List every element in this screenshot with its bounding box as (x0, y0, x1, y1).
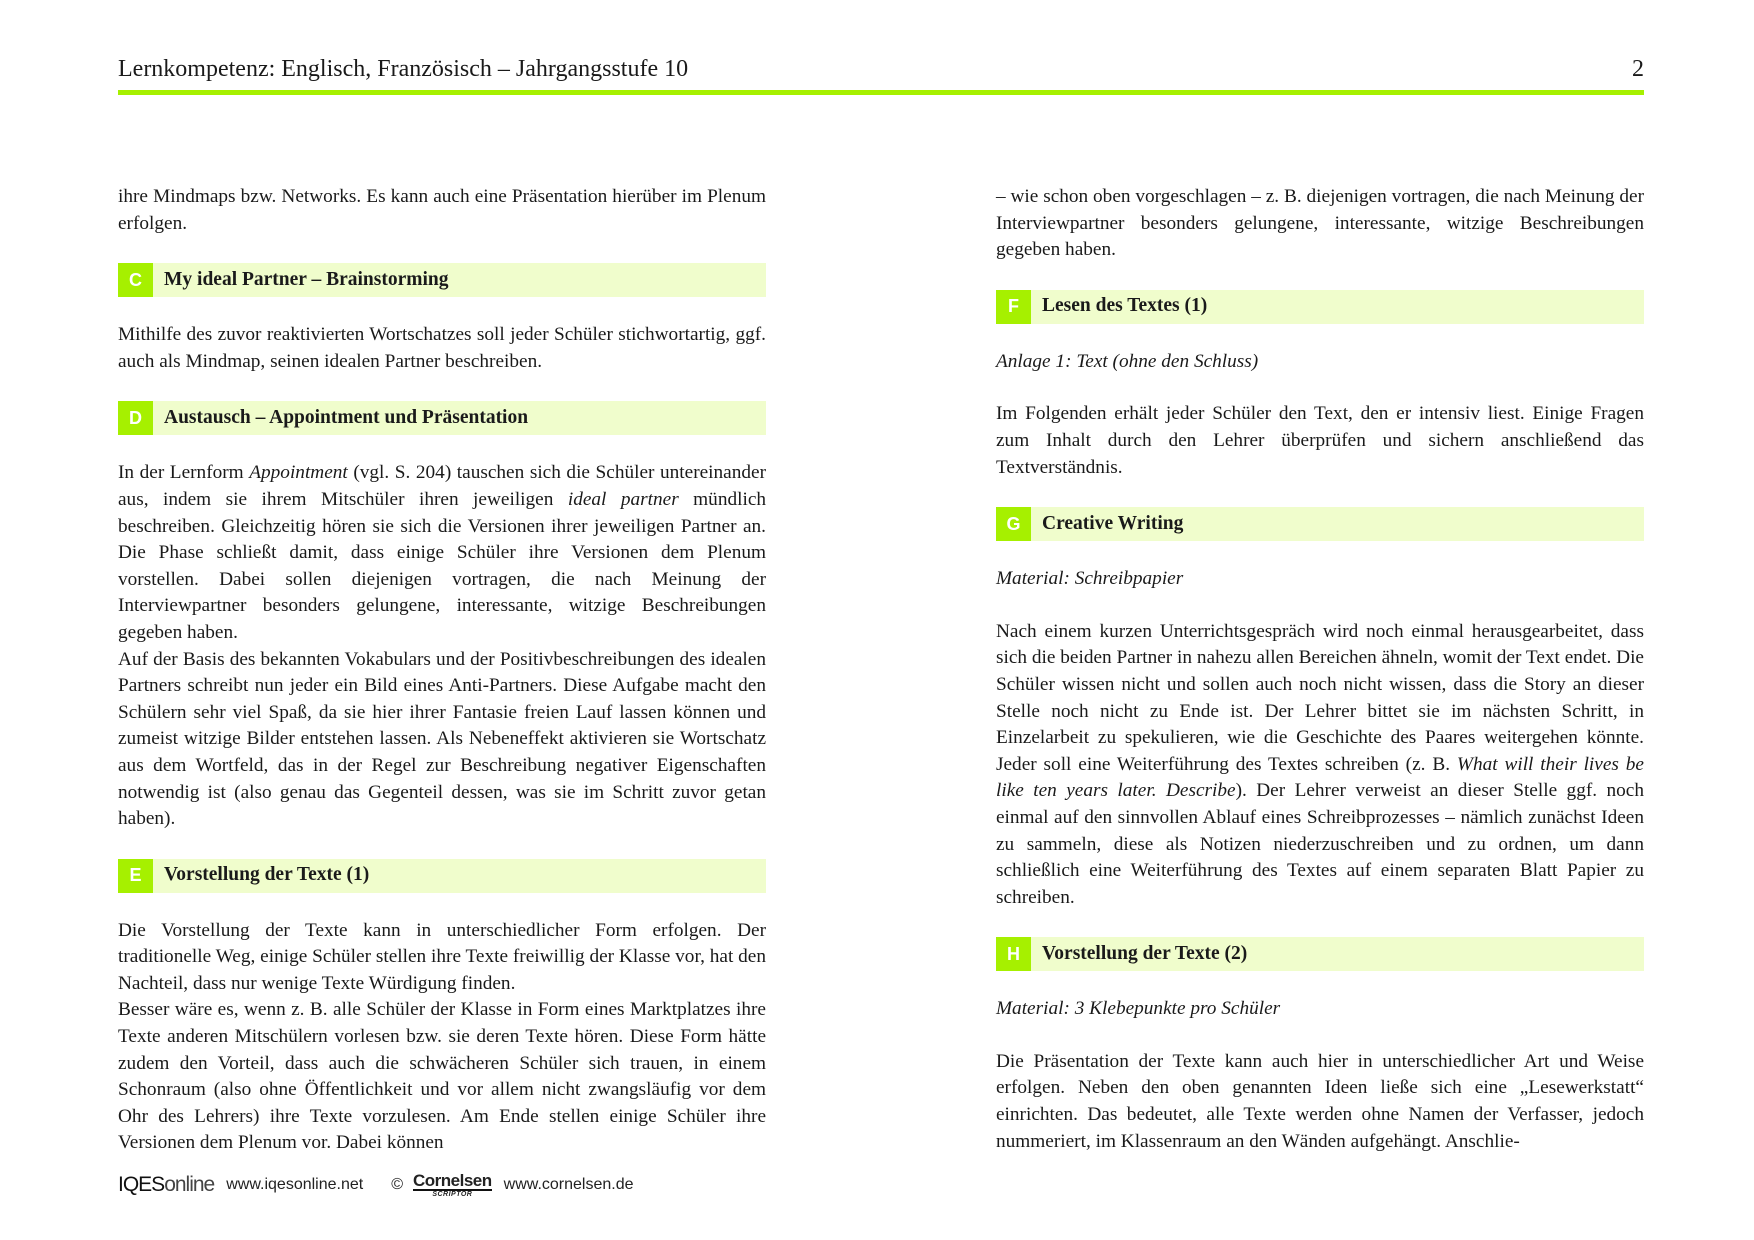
iqes-url-link[interactable]: www.iqesonline.net (226, 1176, 364, 1193)
intro-paragraph: – wie schon oben vorgeschlagen – z. B. diejenigen vortragen, die nach Meinung der Interviewpartner besonders gelungene, interessante, witzige Beschreibungen gegeben haben. (996, 186, 1644, 261)
section-title: Austausch – Appointment und Präsentation (164, 407, 529, 429)
section-body: Im Folgenden erhält jeder Schüler den Text, den er intensiv liest. Einige Fragen zum Inhalt durch den Lehrer überprüfen und sichern anschließend das Textverständnis. (996, 403, 1644, 478)
body-text: In der Lernform (118, 462, 250, 484)
emphasis-text: Appointment (249, 462, 348, 484)
copyright-icon: © (391, 1176, 404, 1193)
document-title: Lernkompetenz: Englisch, Französisch – Jahrgangsstufe 10 (118, 56, 689, 82)
section-body: Mithilfe des zuvor reaktivierten Wortschatzes soll jeder Schüler stichwortartig, ggf. auch als Mindmap, seinen idealen Partner beschreiben. (118, 324, 766, 372)
section-title: Lesen des Textes (1) (1042, 295, 1208, 317)
right-column (996, 184, 1644, 1155)
header-divider (118, 90, 1644, 95)
page-number: 2 (1632, 56, 1644, 82)
iqes-logo-light: online (164, 1173, 215, 1196)
section-body (996, 619, 1644, 912)
cornelsen-url-link[interactable]: www.cornelsen.de (503, 1176, 634, 1193)
material-note: Material: Schreibpapier (996, 568, 1184, 590)
cornelsen-logo (413, 1172, 492, 1198)
section-body: Auf der Basis des bekannten Vokabulars und der Positivbeschreibungen des idealen Partners schreibt nun jeder ein Bild eines Anti-Partners. Diese Aufgabe macht den Schülern sehr viel Spaß, da sie hier ihrer Fantasie freien Lauf lassen können und zumeist witzige Bilder entstehen lassen. Als Nebeneffekt aktivieren sie Wortschatz aus dem Wortfeld, das in der Regel zur Beschreibung negativer Eigenschaften notwendig ist (also genau das Gegenteil dessen, was sie im Schritt zuvor getan haben). (118, 648, 766, 830)
section-title: Vorstellung der Texte (2) (1042, 942, 1248, 964)
body-text: (vgl. S. 204) tauschen sich die Schüler untereinander aus, indem sie ihrem Mitschüler ihren jeweiligen (118, 462, 766, 510)
intro-paragraph: ihre Mindmaps bzw. Networks. Es kann auch eine Präsentation hierüber im Plenum erfolgen. (118, 186, 766, 234)
section-title: Creative Writing (1042, 512, 1184, 534)
section-title: Vorstellung der Texte (1) (164, 864, 370, 886)
section-header-e (118, 859, 766, 893)
body-text: mündlich beschreiben. Gleichzeitig hören sie sich die Versionen ihrer jeweiligen Partner an. Die Phase schließt damit, dass einige Schüler ihre Versionen dem Plenum vorstellen. Dabei sollen diejenigen vortragen, die nach Meinung der Interviewpartner besonders gelungene, interessante, witzige Beschreibungen gegeben haben. (118, 488, 767, 643)
section-header-f (996, 290, 1644, 324)
left-column (118, 184, 766, 1157)
body-text: Nach einem kurzen Unterrichtsgespräch wird noch einmal herausgearbeitet, dass sich die beiden Partner in nahezu allen Bereichen ähneln, womit der Text endet. Die Schüler wissen nicht und sollen auch noch nicht wissen, dass die Story an dieser Stelle noch nicht zu Ende ist. Der Lehrer bittet sie im nächsten Schritt, in Einzelarbeit zu spekulieren, wie die Geschichte des Paares weitergehen könnte. Jeder soll eine Weiterführung des Textes schreiben (z. B. (996, 620, 1644, 775)
material-note: Material: 3 Klebepunkte pro Schüler (996, 998, 1281, 1020)
section-title: My ideal Partner – Brainstorming (164, 268, 449, 290)
iqes-logo-strong: IQES (118, 1173, 165, 1196)
section-letter-badge: C (118, 263, 153, 297)
section-body: Besser wäre es, wenn z. B. alle Schüler der Klasse in Form eines Marktplatzes ihre Texte anderen Mitschülern vorlesen bzw. sie deren Texte hören. Diese Form hätte zudem den Vorteil, dass auch die schwächeren Schüler sich trauen, in einem Schonraum (also ohne Öffentlichkeit und vor allem nicht zwangsläufig vor dem Ohr des Lehrers) ihre Texte vorzulesen. Am Ende stellen einige Schüler ihre Versionen dem Plenum vor. Dabei können (118, 999, 766, 1154)
iqes-logo (118, 1173, 214, 1197)
emphasis-text: ideal partner (567, 488, 679, 510)
section-body (118, 460, 766, 646)
section-header-d (118, 401, 766, 435)
emphasis-text: What will their lives be like ten years later. Describe (996, 753, 1644, 802)
section-letter-badge: F (996, 290, 1031, 324)
body-text: ). Der Lehrer verweist an dieser Stelle ggf. noch einmal auf den sinnvollen Ablauf eines Schreibprozesses – nämlich zunächst Ideen zu sammeln, diese als Notizen niederzuschreiben und zu ordnen, um dann schließlich eine Weiterführung des Textes auf einem separaten Blatt Papier zu schreiben. (996, 780, 1644, 908)
section-letter-badge: G (996, 507, 1031, 541)
page-footer (118, 1170, 634, 1200)
cornelsen-logo-subtext: SCRIPTOR (432, 1191, 473, 1198)
section-letter-badge: E (118, 859, 153, 893)
section-body: Die Vorstellung der Texte kann in unterschiedlicher Form erfolgen. Der traditionelle Weg, einige Schüler stellen ihre Texte freiwillig der Klasse vor, hat den Nachteil, dass nur wenige Texte Würdigung finden. (118, 919, 766, 994)
section-header-h (996, 937, 1644, 971)
material-note: Anlage 1: Text (ohne den Schluss) (996, 350, 1259, 372)
section-letter-badge: D (118, 401, 153, 435)
section-body: Die Präsentation der Texte kann auch hier in unterschiedlicher Art und Weise erfolgen. Neben den oben genannten Ideen ließe sich eine „Lesewerkstatt“ einrichten. Das bedeutet, alle Texte werden ohne Namen der Verfasser, jedoch nummeriert, im Klassenraum an den Wänden aufgehängt. Anschlie- (996, 1050, 1644, 1152)
section-letter-badge: H (996, 937, 1031, 971)
section-header-g (996, 507, 1644, 541)
cornelsen-logo-text: Cornelsen (413, 1171, 492, 1190)
section-header-c (118, 263, 766, 297)
